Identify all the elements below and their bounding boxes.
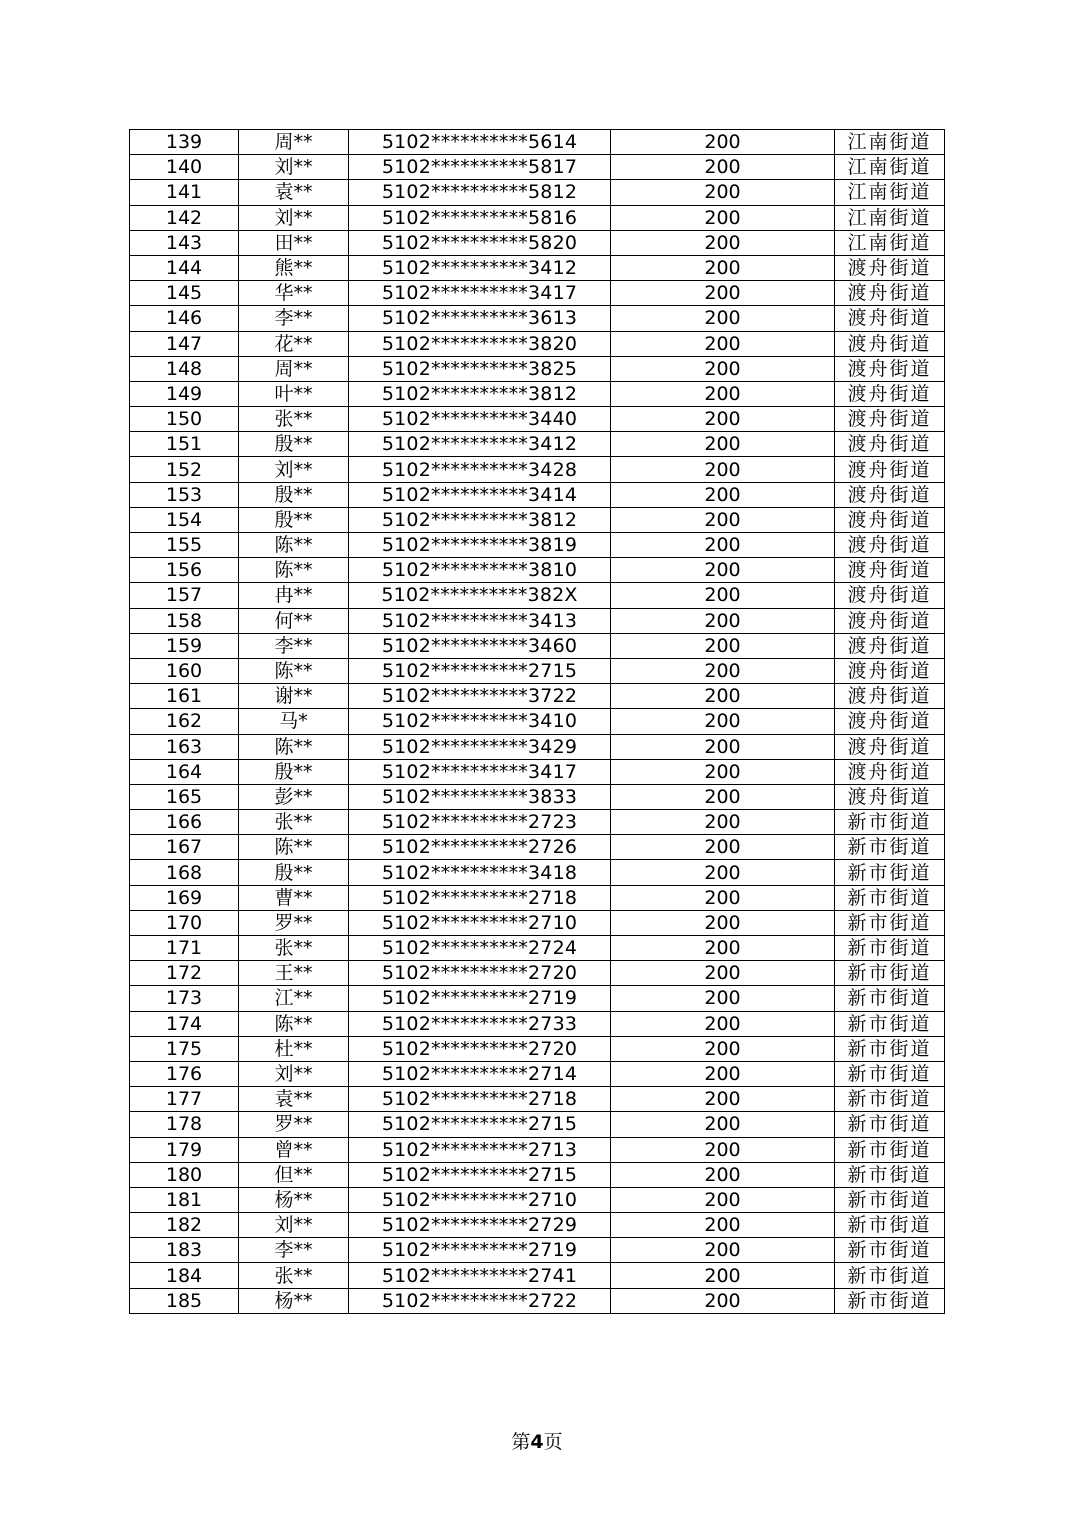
street-cell: 新市街道: [835, 885, 945, 910]
name-cell: 冉**: [239, 583, 349, 608]
row-number-cell: 170: [130, 910, 239, 935]
table-row: [130, 885, 945, 910]
row-number-cell: 159: [130, 633, 239, 658]
id-number-cell: 5102**********3810: [349, 558, 611, 583]
table-row: [130, 1187, 945, 1212]
id-number-cell: 5102**********3819: [349, 533, 611, 558]
row-number-cell: 157: [130, 583, 239, 608]
row-number-cell: 151: [130, 432, 239, 457]
id-number-cell: 5102**********2720: [349, 1036, 611, 1061]
table-row: [130, 759, 945, 784]
row-number-cell: 169: [130, 885, 239, 910]
row-number-cell: 161: [130, 684, 239, 709]
id-number-cell: 5102**********3428: [349, 457, 611, 482]
id-number-cell: 5102**********3418: [349, 860, 611, 885]
street-cell: 渡舟街道: [835, 482, 945, 507]
name-cell: 江**: [239, 986, 349, 1011]
table-row: [130, 860, 945, 885]
id-number-cell: 5102**********3812: [349, 507, 611, 532]
street-cell: 渡舟街道: [835, 633, 945, 658]
row-number-cell: 174: [130, 1011, 239, 1036]
amount-cell: 200: [611, 230, 835, 255]
row-number-cell: 153: [130, 482, 239, 507]
name-cell: 刘**: [239, 155, 349, 180]
name-cell: 陈**: [239, 658, 349, 683]
row-number-cell: 168: [130, 860, 239, 885]
amount-cell: 200: [611, 1011, 835, 1036]
table-row: [130, 180, 945, 205]
row-number-cell: 175: [130, 1036, 239, 1061]
name-cell: 张**: [239, 936, 349, 961]
name-cell: 李**: [239, 1238, 349, 1263]
roster-table: [129, 129, 945, 1314]
amount-cell: 200: [611, 533, 835, 558]
row-number-cell: 183: [130, 1238, 239, 1263]
amount-cell: 200: [611, 356, 835, 381]
amount-cell: 200: [611, 482, 835, 507]
table-row: [130, 255, 945, 280]
amount-cell: 200: [611, 130, 835, 155]
table-row: [130, 1087, 945, 1112]
table-row: [130, 356, 945, 381]
street-cell: 新市街道: [835, 1036, 945, 1061]
name-cell: 周**: [239, 356, 349, 381]
amount-cell: 200: [611, 860, 835, 885]
table-row: [130, 381, 945, 406]
row-number-cell: 145: [130, 281, 239, 306]
street-cell: 渡舟街道: [835, 331, 945, 356]
street-cell: 新市街道: [835, 936, 945, 961]
table-row: [130, 331, 945, 356]
name-cell: 李**: [239, 306, 349, 331]
amount-cell: 200: [611, 583, 835, 608]
table-row: [130, 281, 945, 306]
row-number-cell: 171: [130, 936, 239, 961]
name-cell: 杨**: [239, 1288, 349, 1313]
name-cell: 张**: [239, 1263, 349, 1288]
name-cell: 刘**: [239, 457, 349, 482]
table-row: [130, 1263, 945, 1288]
name-cell: 罗**: [239, 910, 349, 935]
amount-cell: 200: [611, 961, 835, 986]
amount-cell: 200: [611, 734, 835, 759]
row-number-cell: 178: [130, 1112, 239, 1137]
id-number-cell: 5102**********3812: [349, 381, 611, 406]
id-number-cell: 5102**********3820: [349, 331, 611, 356]
row-number-cell: 165: [130, 784, 239, 809]
name-cell: 花**: [239, 331, 349, 356]
table-row: [130, 810, 945, 835]
street-cell: 新市街道: [835, 1213, 945, 1238]
street-cell: 渡舟街道: [835, 533, 945, 558]
amount-cell: 200: [611, 381, 835, 406]
amount-cell: 200: [611, 784, 835, 809]
row-number-cell: 156: [130, 558, 239, 583]
id-number-cell: 5102**********3417: [349, 759, 611, 784]
row-number-cell: 158: [130, 608, 239, 633]
street-cell: 渡舟街道: [835, 684, 945, 709]
table-row: [130, 1238, 945, 1263]
amount-cell: 200: [611, 810, 835, 835]
amount-cell: 200: [611, 1112, 835, 1137]
row-number-cell: 176: [130, 1061, 239, 1086]
id-number-cell: 5102**********2741: [349, 1263, 611, 1288]
id-number-cell: 5102**********3414: [349, 482, 611, 507]
amount-cell: 200: [611, 910, 835, 935]
street-cell: 江南街道: [835, 155, 945, 180]
id-number-cell: 5102**********2720: [349, 961, 611, 986]
name-cell: 王**: [239, 961, 349, 986]
row-number-cell: 154: [130, 507, 239, 532]
table-row: [130, 910, 945, 935]
table-row: [130, 1036, 945, 1061]
amount-cell: 200: [611, 255, 835, 280]
amount-cell: 200: [611, 155, 835, 180]
id-number-cell: 5102**********2713: [349, 1137, 611, 1162]
street-cell: 新市街道: [835, 1112, 945, 1137]
page-footer: [0, 1427, 1074, 1454]
id-number-cell: 5102**********2715: [349, 1162, 611, 1187]
id-number-cell: 5102**********2718: [349, 1087, 611, 1112]
name-cell: 周**: [239, 130, 349, 155]
row-number-cell: 179: [130, 1137, 239, 1162]
row-number-cell: 150: [130, 407, 239, 432]
row-number-cell: 167: [130, 835, 239, 860]
name-cell: 张**: [239, 810, 349, 835]
street-cell: 新市街道: [835, 1238, 945, 1263]
id-number-cell: 5102**********3440: [349, 407, 611, 432]
table-row: [130, 633, 945, 658]
id-number-cell: 5102**********3429: [349, 734, 611, 759]
amount-cell: 200: [611, 1061, 835, 1086]
name-cell: 熊**: [239, 255, 349, 280]
street-cell: 渡舟街道: [835, 734, 945, 759]
table-row: [130, 130, 945, 155]
table-row: [130, 608, 945, 633]
row-number-cell: 149: [130, 381, 239, 406]
id-number-cell: 5102**********2710: [349, 910, 611, 935]
name-cell: 殷**: [239, 759, 349, 784]
row-number-cell: 164: [130, 759, 239, 784]
id-number-cell: 5102**********3613: [349, 306, 611, 331]
street-cell: 渡舟街道: [835, 784, 945, 809]
name-cell: 华**: [239, 281, 349, 306]
name-cell: 刘**: [239, 1061, 349, 1086]
amount-cell: 200: [611, 759, 835, 784]
street-cell: 渡舟街道: [835, 583, 945, 608]
table-row: [130, 155, 945, 180]
table-row: [130, 1288, 945, 1313]
id-number-cell: 5102**********2715: [349, 1112, 611, 1137]
name-cell: 曾**: [239, 1137, 349, 1162]
row-number-cell: 144: [130, 255, 239, 280]
row-number-cell: 162: [130, 709, 239, 734]
id-number-cell: 5102**********5817: [349, 155, 611, 180]
table-row: [130, 558, 945, 583]
id-number-cell: 5102**********2718: [349, 885, 611, 910]
row-number-cell: 181: [130, 1187, 239, 1212]
table-row: [130, 507, 945, 532]
street-cell: 江南街道: [835, 230, 945, 255]
table-row: [130, 986, 945, 1011]
amount-cell: 200: [611, 432, 835, 457]
street-cell: 新市街道: [835, 1187, 945, 1212]
name-cell: 殷**: [239, 860, 349, 885]
street-cell: 新市街道: [835, 1137, 945, 1162]
row-number-cell: 142: [130, 205, 239, 230]
table-row: [130, 835, 945, 860]
table-row: [130, 407, 945, 432]
page-footer-prefix: 第: [511, 1431, 531, 1453]
street-cell: 新市街道: [835, 986, 945, 1011]
table-row: [130, 482, 945, 507]
amount-cell: 200: [611, 658, 835, 683]
street-cell: 渡舟街道: [835, 759, 945, 784]
amount-cell: 200: [611, 1187, 835, 1212]
id-number-cell: 5102**********2722: [349, 1288, 611, 1313]
street-cell: 新市街道: [835, 810, 945, 835]
name-cell: 但**: [239, 1162, 349, 1187]
id-number-cell: 5102**********2726: [349, 835, 611, 860]
name-cell: 殷**: [239, 432, 349, 457]
row-number-cell: 180: [130, 1162, 239, 1187]
amount-cell: 200: [611, 1213, 835, 1238]
street-cell: 新市街道: [835, 1061, 945, 1086]
street-cell: 新市街道: [835, 1087, 945, 1112]
street-cell: 渡舟街道: [835, 507, 945, 532]
amount-cell: 200: [611, 306, 835, 331]
street-cell: 渡舟街道: [835, 432, 945, 457]
street-cell: 江南街道: [835, 180, 945, 205]
amount-cell: 200: [611, 1087, 835, 1112]
street-cell: 新市街道: [835, 1263, 945, 1288]
table-row: [130, 306, 945, 331]
id-number-cell: 5102**********3460: [349, 633, 611, 658]
page-footer-suffix: 页: [543, 1431, 563, 1453]
name-cell: 陈**: [239, 533, 349, 558]
name-cell: 马*: [239, 709, 349, 734]
name-cell: 曹**: [239, 885, 349, 910]
row-number-cell: 177: [130, 1087, 239, 1112]
name-cell: 叶**: [239, 381, 349, 406]
street-cell: 新市街道: [835, 961, 945, 986]
row-number-cell: 185: [130, 1288, 239, 1313]
page-number: 4: [530, 1431, 544, 1453]
id-number-cell: 5102**********2729: [349, 1213, 611, 1238]
roster-table-container: [129, 129, 944, 1314]
street-cell: 新市街道: [835, 1162, 945, 1187]
name-cell: 陈**: [239, 734, 349, 759]
table-row: [130, 1162, 945, 1187]
table-row: [130, 961, 945, 986]
row-number-cell: 141: [130, 180, 239, 205]
table-row: [130, 457, 945, 482]
amount-cell: 200: [611, 205, 835, 230]
street-cell: 渡舟街道: [835, 306, 945, 331]
row-number-cell: 148: [130, 356, 239, 381]
row-number-cell: 163: [130, 734, 239, 759]
id-number-cell: 5102**********2733: [349, 1011, 611, 1036]
table-row: [130, 709, 945, 734]
amount-cell: 200: [611, 281, 835, 306]
street-cell: 江南街道: [835, 130, 945, 155]
amount-cell: 200: [611, 1238, 835, 1263]
id-number-cell: 5102**********2724: [349, 936, 611, 961]
amount-cell: 200: [611, 1288, 835, 1313]
table-row: [130, 1137, 945, 1162]
amount-cell: 200: [611, 180, 835, 205]
table-row: [130, 784, 945, 809]
street-cell: 渡舟街道: [835, 381, 945, 406]
street-cell: 渡舟街道: [835, 407, 945, 432]
name-cell: 袁**: [239, 1087, 349, 1112]
street-cell: 渡舟街道: [835, 608, 945, 633]
street-cell: 江南街道: [835, 205, 945, 230]
table-row: [130, 1213, 945, 1238]
amount-cell: 200: [611, 331, 835, 356]
amount-cell: 200: [611, 835, 835, 860]
id-number-cell: 5102**********2723: [349, 810, 611, 835]
amount-cell: 200: [611, 1162, 835, 1187]
amount-cell: 200: [611, 1137, 835, 1162]
amount-cell: 200: [611, 507, 835, 532]
row-number-cell: 146: [130, 306, 239, 331]
street-cell: 新市街道: [835, 860, 945, 885]
name-cell: 罗**: [239, 1112, 349, 1137]
table-row: [130, 205, 945, 230]
table-row: [130, 684, 945, 709]
name-cell: 袁**: [239, 180, 349, 205]
name-cell: 殷**: [239, 507, 349, 532]
id-number-cell: 5102**********3833: [349, 784, 611, 809]
table-row: [130, 533, 945, 558]
row-number-cell: 140: [130, 155, 239, 180]
table-row: [130, 432, 945, 457]
name-cell: 张**: [239, 407, 349, 432]
row-number-cell: 173: [130, 986, 239, 1011]
amount-cell: 200: [611, 457, 835, 482]
street-cell: 新市街道: [835, 1288, 945, 1313]
id-number-cell: 5102**********382X: [349, 583, 611, 608]
table-row: [130, 583, 945, 608]
street-cell: 新市街道: [835, 835, 945, 860]
row-number-cell: 172: [130, 961, 239, 986]
table-row: [130, 1011, 945, 1036]
id-number-cell: 5102**********3413: [349, 608, 611, 633]
street-cell: 渡舟街道: [835, 356, 945, 381]
amount-cell: 200: [611, 558, 835, 583]
id-number-cell: 5102**********5812: [349, 180, 611, 205]
id-number-cell: 5102**********3410: [349, 709, 611, 734]
row-number-cell: 152: [130, 457, 239, 482]
id-number-cell: 5102**********2714: [349, 1061, 611, 1086]
amount-cell: 200: [611, 1263, 835, 1288]
amount-cell: 200: [611, 684, 835, 709]
street-cell: 渡舟街道: [835, 709, 945, 734]
name-cell: 田**: [239, 230, 349, 255]
id-number-cell: 5102**********2719: [349, 986, 611, 1011]
id-number-cell: 5102**********5820: [349, 230, 611, 255]
amount-cell: 200: [611, 407, 835, 432]
amount-cell: 200: [611, 633, 835, 658]
table-row: [130, 230, 945, 255]
row-number-cell: 166: [130, 810, 239, 835]
amount-cell: 200: [611, 608, 835, 633]
id-number-cell: 5102**********3417: [349, 281, 611, 306]
table-row: [130, 658, 945, 683]
name-cell: 陈**: [239, 835, 349, 860]
amount-cell: 200: [611, 709, 835, 734]
name-cell: 刘**: [239, 1213, 349, 1238]
name-cell: 陈**: [239, 558, 349, 583]
table-row: [130, 936, 945, 961]
street-cell: 新市街道: [835, 910, 945, 935]
street-cell: 渡舟街道: [835, 281, 945, 306]
amount-cell: 200: [611, 885, 835, 910]
row-number-cell: 184: [130, 1263, 239, 1288]
row-number-cell: 147: [130, 331, 239, 356]
id-number-cell: 5102**********2719: [349, 1238, 611, 1263]
table-row: [130, 1112, 945, 1137]
roster-table-body: [130, 130, 945, 1314]
id-number-cell: 5102**********5816: [349, 205, 611, 230]
street-cell: 渡舟街道: [835, 457, 945, 482]
id-number-cell: 5102**********2715: [349, 658, 611, 683]
name-cell: 刘**: [239, 205, 349, 230]
row-number-cell: 160: [130, 658, 239, 683]
table-row: [130, 734, 945, 759]
row-number-cell: 139: [130, 130, 239, 155]
id-number-cell: 5102**********3825: [349, 356, 611, 381]
name-cell: 杜**: [239, 1036, 349, 1061]
street-cell: 渡舟街道: [835, 658, 945, 683]
row-number-cell: 143: [130, 230, 239, 255]
name-cell: 杨**: [239, 1187, 349, 1212]
amount-cell: 200: [611, 936, 835, 961]
id-number-cell: 5102**********3722: [349, 684, 611, 709]
street-cell: 新市街道: [835, 1011, 945, 1036]
id-number-cell: 5102**********5614: [349, 130, 611, 155]
table-row: [130, 1061, 945, 1086]
amount-cell: 200: [611, 986, 835, 1011]
name-cell: 陈**: [239, 1011, 349, 1036]
id-number-cell: 5102**********3412: [349, 432, 611, 457]
street-cell: 渡舟街道: [835, 558, 945, 583]
id-number-cell: 5102**********2710: [349, 1187, 611, 1212]
amount-cell: 200: [611, 1036, 835, 1061]
street-cell: 渡舟街道: [835, 255, 945, 280]
id-number-cell: 5102**********3412: [349, 255, 611, 280]
name-cell: 谢**: [239, 684, 349, 709]
row-number-cell: 182: [130, 1213, 239, 1238]
name-cell: 何**: [239, 608, 349, 633]
name-cell: 李**: [239, 633, 349, 658]
row-number-cell: 155: [130, 533, 239, 558]
name-cell: 殷**: [239, 482, 349, 507]
name-cell: 彭**: [239, 784, 349, 809]
